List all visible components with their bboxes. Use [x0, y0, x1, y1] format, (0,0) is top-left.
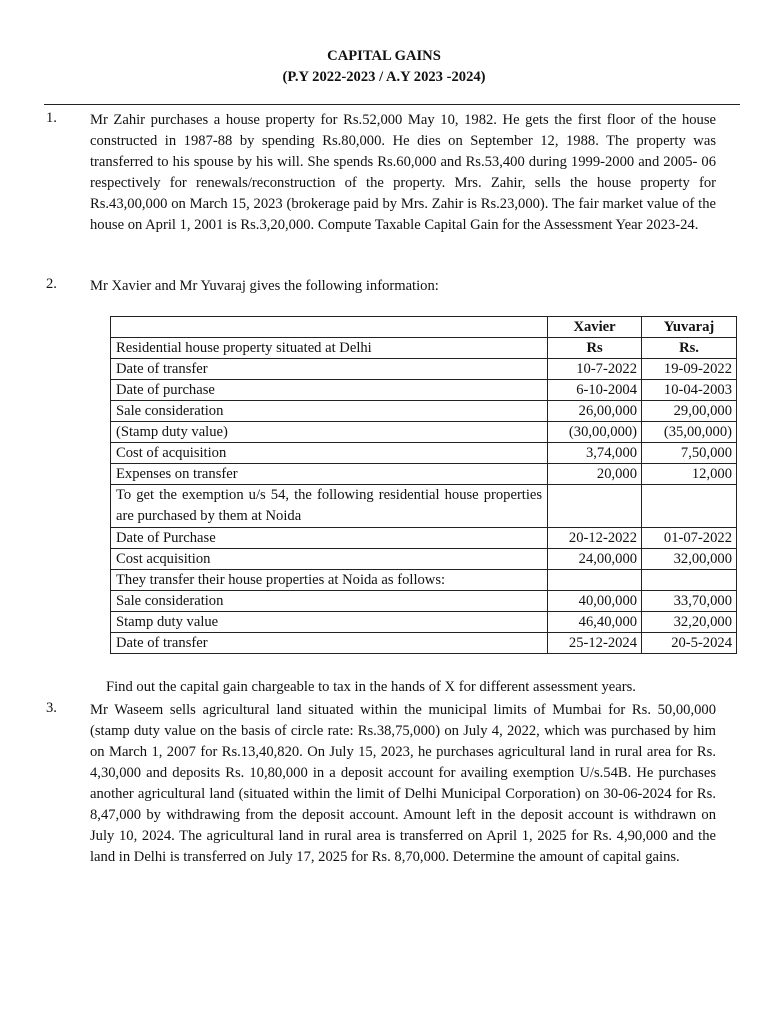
row-label: Residential house property situated at Delhi [111, 338, 548, 359]
xavier-cell: 20,000 [548, 464, 642, 485]
table-row [111, 464, 737, 485]
row-label: Date of transfer [111, 359, 548, 380]
question-text: Mr Xavier and Mr Yuvaraj gives the following information: [90, 278, 439, 294]
xavier-cell: 25-12-2024 [548, 633, 642, 654]
yuvaraj-cell: (35,00,000) [642, 422, 737, 443]
yuvaraj-cell: Rs. [642, 338, 737, 359]
title-divider [44, 104, 740, 105]
xavier-cell: 46,40,000 [548, 612, 642, 633]
document-subtitle: (P.Y 2022-2023 / A.Y 2023 -2024) [282, 69, 486, 85]
row-label: Sale consideration [111, 591, 548, 612]
table-row [111, 549, 737, 570]
question-text: Mr Zahir purchases a house property for Rs.52,000 May 10, 1982. He gets the first floor of the house constructed in 1987-88 by spending Rs.80,000. He dies on September 12, 1988. The property was transferred to his spouse by his will. She spends Rs.60,000 and Rs.53,400 during 1999-2000 and 2005- 06 respectively for renewals/reconstruction of the property. Mrs. Zahir, sells the house property for Rs.43,00,000 on March 15, 2023 (brokerage paid by Mrs. Zahir is Rs.23,000). The fair market value of the house on April 1, 2001 is Rs.3,20,000. Compute Taxable Capital Gain for the Assessment Year 2023-24. [90, 112, 716, 233]
row-label: Sale consideration [111, 401, 548, 422]
row-label: Expenses on transfer [111, 464, 548, 485]
row-label: Date of Purchase [111, 528, 548, 549]
row-label: (Stamp duty value) [111, 422, 548, 443]
xavier-cell: 40,00,000 [548, 591, 642, 612]
yuvaraj-cell: 7,50,000 [642, 443, 737, 464]
xavier-cell: 26,00,000 [548, 401, 642, 422]
xavier-cell: 24,00,000 [548, 549, 642, 570]
comparison-table [110, 316, 737, 654]
xavier-cell: 3,74,000 [548, 443, 642, 464]
table-row [111, 380, 737, 401]
yuvaraj-cell: 12,000 [642, 464, 737, 485]
yuvaraj-cell: 29,00,000 [642, 401, 737, 422]
row-label: Cost of acquisition [111, 443, 548, 464]
yuvaraj-cell: 33,70,000 [642, 591, 737, 612]
yuvaraj-cell: 20-5-2024 [642, 633, 737, 654]
xavier-cell: 6-10-2004 [548, 380, 642, 401]
table-row [111, 612, 737, 633]
table-row [111, 359, 737, 380]
row-label: To get the exemption u/s 54, the following residential house properties are purchased by them at Noida [111, 485, 548, 528]
row-label: Date of purchase [111, 380, 548, 401]
table-row [111, 528, 737, 549]
table-row [111, 633, 737, 654]
table-row [111, 422, 737, 443]
yuvaraj-cell: 32,20,000 [642, 612, 737, 633]
question-2-instruction: Find out the capital gain chargeable to tax in the hands of X for different assessment years. [106, 679, 636, 695]
table-row [111, 485, 737, 528]
yuvaraj-cell: 01-07-2022 [642, 528, 737, 549]
question-text: Mr Waseem sells agricultural land situated within the municipal limits of Mumbai for Rs. 50,00,000 (stamp duty value on the basis of circle rate: Rs.38,75,000) on July 4, 2022, which was purchased by him on March 1, 2007 for Rs.13,40,820. On July 15, 2023, he purchases agricultural land in rural area for Rs. 4,30,000 and deposits Rs. 10,80,000 in a deposit account for availing exemption U/s.54B. He purchases another agricultural land (situated within the limit of Delhi Municipal Corporation) on 30-06-2024 for Rs. 8,47,000 by withdrawing from the deposit account. Amount left in the deposit account is withdrawn on July 10, 2024. The agricultural land in rural area is transferred on April 1, 2025 for Rs. 4,90,000 and the land in Delhi is transferred on July 17, 2025 for Rs. 8,70,000. Determine the amount of capital gains. [90, 702, 716, 865]
table-row [111, 570, 737, 591]
table-row [111, 591, 737, 612]
xavier-cell: 20-12-2022 [548, 528, 642, 549]
xavier-cell: Xavier [548, 317, 642, 338]
row-label: They transfer their house properties at Noida as follows: [111, 570, 548, 591]
yuvaraj-cell [642, 485, 737, 528]
xavier-cell: 10-7-2022 [548, 359, 642, 380]
row-label [111, 317, 548, 338]
row-label: Stamp duty value [111, 612, 548, 633]
yuvaraj-cell: Yuvaraj [642, 317, 737, 338]
table-header-row [111, 317, 737, 338]
table-row [111, 401, 737, 422]
yuvaraj-cell: 32,00,000 [642, 549, 737, 570]
xavier-cell: Rs [548, 338, 642, 359]
yuvaraj-cell: 19-09-2022 [642, 359, 737, 380]
yuvaraj-cell: 10-04-2003 [642, 380, 737, 401]
question-number: 1. [46, 110, 57, 126]
row-label: Cost acquisition [111, 549, 548, 570]
question-number: 2. [46, 276, 57, 292]
table-row [111, 338, 737, 359]
xavier-cell [548, 485, 642, 528]
document-title: CAPITAL GAINS [327, 48, 441, 64]
xavier-cell [548, 570, 642, 591]
question-number: 3. [46, 700, 57, 716]
yuvaraj-cell [642, 570, 737, 591]
row-label: Date of transfer [111, 633, 548, 654]
table-row [111, 443, 737, 464]
xavier-cell: (30,00,000) [548, 422, 642, 443]
